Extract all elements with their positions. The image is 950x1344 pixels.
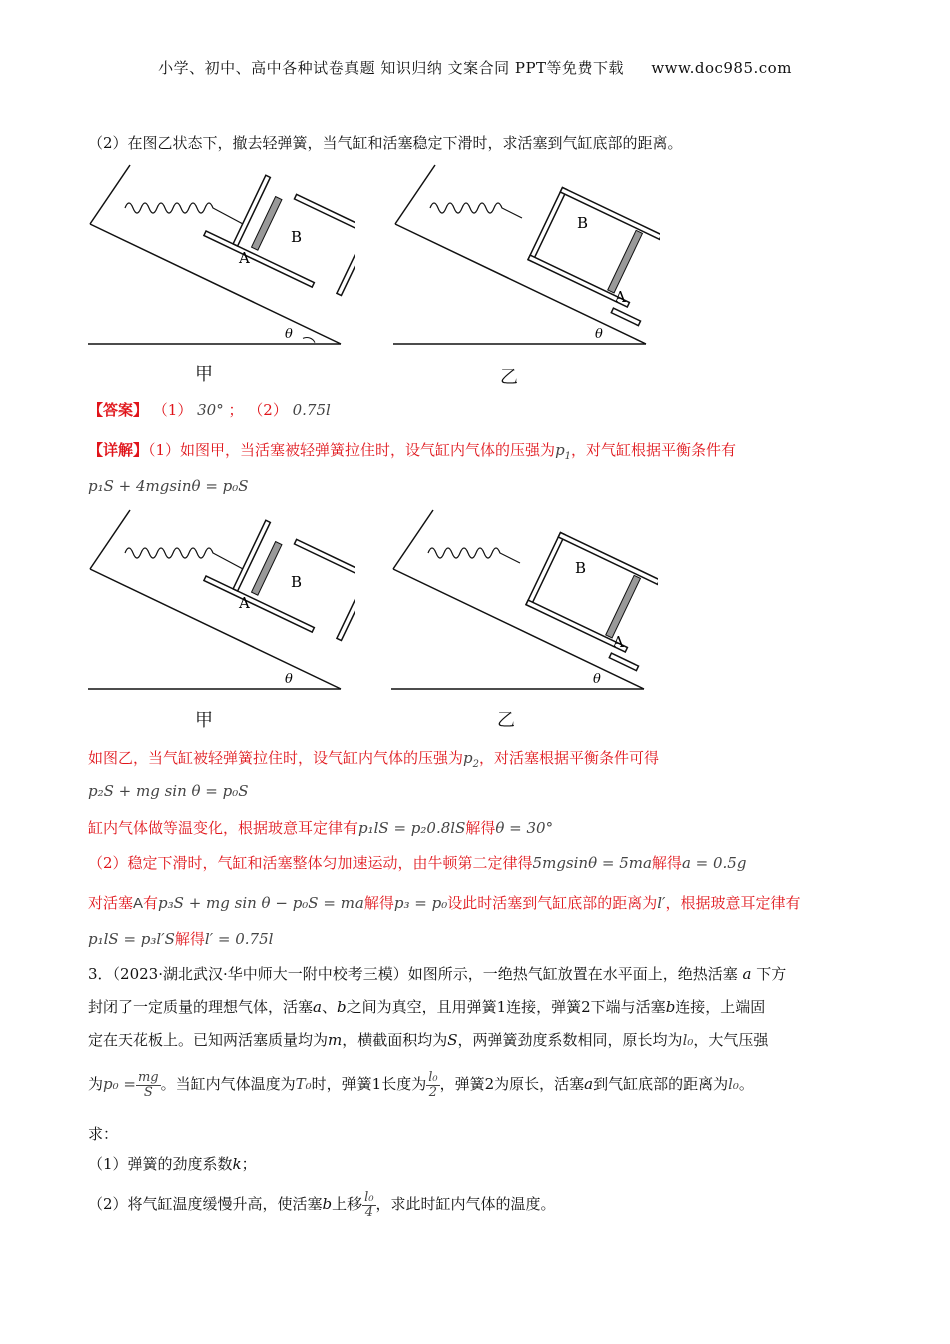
var-b: b bbox=[665, 998, 676, 1016]
piston-a: A bbox=[133, 895, 144, 912]
q2-prompt: （2）在图乙状态下，撤去轻弹簧，当气缸和活塞稳定下滑时，求活塞到气缸底部的距离。 bbox=[88, 134, 683, 152]
theta-label: θ bbox=[285, 327, 293, 342]
label-b: B bbox=[291, 573, 303, 591]
detail-text3-mid: 解得 bbox=[465, 819, 496, 837]
detail-line5 bbox=[88, 893, 800, 914]
var-lprime: l′ bbox=[657, 894, 666, 912]
detail-text5-tail: ，根据玻意耳定律有 bbox=[665, 894, 801, 912]
frac-num: l₀ bbox=[364, 1189, 374, 1205]
label-b: B bbox=[575, 559, 587, 577]
label-b: B bbox=[577, 214, 589, 232]
q3-text6b: ； bbox=[241, 1155, 257, 1173]
q3-text2a: 封闭了一定质量的理想气体，活塞 bbox=[88, 998, 314, 1016]
q3-text3c: ，两弹簧劲度系数相同，原长均为 bbox=[457, 1031, 683, 1049]
theta-label: θ bbox=[285, 672, 293, 687]
q3-text4c: 时，弹簧1长度为 bbox=[311, 1075, 427, 1093]
caption-yi-2: 乙 bbox=[497, 710, 515, 731]
q3-text3d: ，大气压强 bbox=[693, 1031, 769, 1049]
q3-text1: 3．（2023·湖北武汉·华中师大一附中校考三模）如图所示，一绝热气缸放置在水平面上，绝热活塞 bbox=[88, 965, 738, 983]
q3-text7a: （2）将气缸温度缓慢升高，使活塞 bbox=[88, 1195, 323, 1213]
figure-jia-2 bbox=[85, 505, 355, 735]
detail-text5-mid: 解得 bbox=[363, 894, 394, 912]
frac-den: 4 bbox=[364, 1204, 373, 1220]
var-k: k bbox=[232, 1155, 242, 1173]
frac-num: l₀ bbox=[428, 1069, 438, 1085]
caption-yi-1: 乙 bbox=[500, 367, 518, 388]
frac-den: 2 bbox=[428, 1084, 438, 1100]
equation-1: p₁S + 4mgsinθ = p₀S bbox=[88, 477, 249, 495]
var-p0: p₀ = bbox=[103, 1075, 136, 1093]
fraction-mg-s bbox=[136, 1071, 161, 1100]
equation-3b: θ = 30° bbox=[495, 819, 554, 837]
answer-val2: 0.75l bbox=[292, 401, 331, 419]
equation-5: p₃S + mg sin θ − p₀S = ma bbox=[158, 894, 364, 912]
detail-text3: 缸内气体做等温变化，根据玻意耳定律有 bbox=[88, 819, 359, 837]
var-t0: T₀ bbox=[295, 1075, 312, 1093]
equation-4: 5mgsinθ = 5ma bbox=[532, 854, 652, 872]
equation-6b: l′ = 0.75l bbox=[204, 930, 274, 948]
q3-line2 bbox=[88, 997, 765, 1017]
q3-text4b: 。当缸内气体温度为 bbox=[160, 1075, 296, 1093]
var-b: b bbox=[322, 1195, 333, 1213]
detail-text5b: 有 bbox=[143, 894, 159, 912]
q3-line6 bbox=[88, 1154, 257, 1174]
header-url[interactable]: www.doc985.com bbox=[651, 59, 792, 77]
frac-num: mg bbox=[137, 1069, 159, 1085]
detail-text2-end: ，对活塞根据平衡条件可得 bbox=[479, 749, 660, 767]
q3-text4e: 到气缸底部的距离为 bbox=[593, 1075, 729, 1093]
var-b: b bbox=[336, 998, 347, 1016]
caption-jia-1: 甲 bbox=[195, 364, 213, 385]
q3-line4 bbox=[88, 1068, 754, 1100]
q3-text4a: 为 bbox=[88, 1075, 104, 1093]
equation-4b: a = 0.5g bbox=[681, 854, 747, 872]
answer-part2: （2） bbox=[248, 401, 288, 419]
answer-val1: 30° bbox=[197, 401, 224, 419]
detail-line1 bbox=[88, 440, 736, 467]
detail-line6 bbox=[88, 929, 273, 949]
label-b: B bbox=[291, 228, 303, 246]
figure-yi-1 bbox=[390, 160, 660, 390]
var-a: a bbox=[584, 1075, 594, 1093]
answer-line bbox=[88, 400, 331, 420]
var-l0: l₀ bbox=[728, 1075, 739, 1093]
sub-2: 2 bbox=[472, 759, 479, 770]
q3-line1 bbox=[88, 964, 786, 984]
detail-text2: 如图乙，当气缸被轻弹簧拉住时，设气缸内气体的压强为 bbox=[88, 749, 464, 767]
fraction-l0-2 bbox=[426, 1071, 439, 1100]
answer-tag: 【答案】 bbox=[88, 401, 149, 419]
detail-text4: （2）稳定下滑时，气缸和活塞整体匀加速运动，由牛顿第二定律得 bbox=[88, 854, 533, 872]
detail-text5-end: 设此时活塞到气缸底部的距离为 bbox=[447, 894, 658, 912]
var-l0: l₀ bbox=[682, 1031, 694, 1049]
fraction-l0-4 bbox=[362, 1191, 375, 1220]
detail-line4 bbox=[88, 853, 746, 873]
q3-line3 bbox=[88, 1030, 768, 1050]
q3-text2c: 之间为真空，且用弹簧1连接，弹簧2下端与活塞 bbox=[346, 998, 666, 1016]
sub-1: 1 bbox=[564, 451, 572, 462]
q3-line7 bbox=[88, 1188, 556, 1220]
var-p: p bbox=[463, 749, 473, 767]
theta-label: θ bbox=[593, 672, 601, 687]
answer-sep: ； bbox=[228, 401, 244, 419]
var-s: S bbox=[447, 1031, 458, 1049]
header-text: 小学、初中、高中各种试卷真题 知识归纳 文案合同 PPT等免费下载 bbox=[158, 59, 625, 77]
q3-text4f: 。 bbox=[738, 1075, 754, 1093]
var-a: a bbox=[742, 965, 752, 983]
caption-jia-2: 甲 bbox=[195, 710, 213, 731]
detail-text4-mid: 解得 bbox=[651, 854, 682, 872]
q3-text7d: ，求此时缸内气体的温度。 bbox=[375, 1195, 556, 1213]
equation-5b: p₃ = p₀ bbox=[393, 894, 448, 912]
q3-text4d: ，弹簧2为原长，活塞 bbox=[439, 1075, 585, 1093]
answer-part1: （1） bbox=[152, 401, 193, 419]
q3-text7c: 上移 bbox=[332, 1195, 363, 1213]
q3-line5: 求： bbox=[88, 1125, 119, 1143]
q3-text3b: ，横截面积均为 bbox=[342, 1031, 448, 1049]
q3-text2b: 、 bbox=[321, 998, 337, 1016]
detail-tag: 【详解】 bbox=[88, 441, 149, 459]
theta-label: θ bbox=[595, 327, 603, 342]
equation-3: p₁lS = p₂0.8lS bbox=[358, 819, 466, 837]
q3-text2d: 连接，上端固 bbox=[675, 998, 766, 1016]
detail-text1: （1）如图甲，当活塞被轻弹簧拉住时，设气缸内气体的压强为 bbox=[148, 441, 556, 459]
frac-den: S bbox=[143, 1084, 153, 1100]
figure-yi-2 bbox=[388, 505, 658, 735]
label-a: A bbox=[613, 633, 624, 651]
figure-jia-1 bbox=[85, 160, 355, 390]
var-a: a bbox=[313, 998, 322, 1016]
equation-2: p₂S + mg sin θ = p₀S bbox=[88, 782, 249, 800]
page-header bbox=[0, 57, 950, 78]
label-a: A bbox=[239, 594, 250, 612]
var-p: p bbox=[555, 441, 565, 459]
label-a: A bbox=[615, 288, 626, 306]
q3-text6a: （1）弹簧的劲度系数 bbox=[88, 1155, 233, 1173]
detail-text6-mid: 解得 bbox=[174, 930, 205, 948]
detail-text5a: 对活塞 bbox=[88, 894, 134, 912]
equation-6: p₁lS = p₃l′S bbox=[88, 930, 175, 948]
detail-text1-end: ，对气缸根据平衡条件有 bbox=[571, 441, 737, 459]
detail-line3 bbox=[88, 818, 553, 838]
q3-text3: 定在天花板上。已知两活塞质量均为 bbox=[88, 1031, 329, 1049]
detail-line2 bbox=[88, 748, 659, 775]
label-a: A bbox=[239, 249, 250, 267]
var-m: m bbox=[328, 1031, 343, 1049]
q3-text1-end: 下方 bbox=[756, 965, 787, 983]
